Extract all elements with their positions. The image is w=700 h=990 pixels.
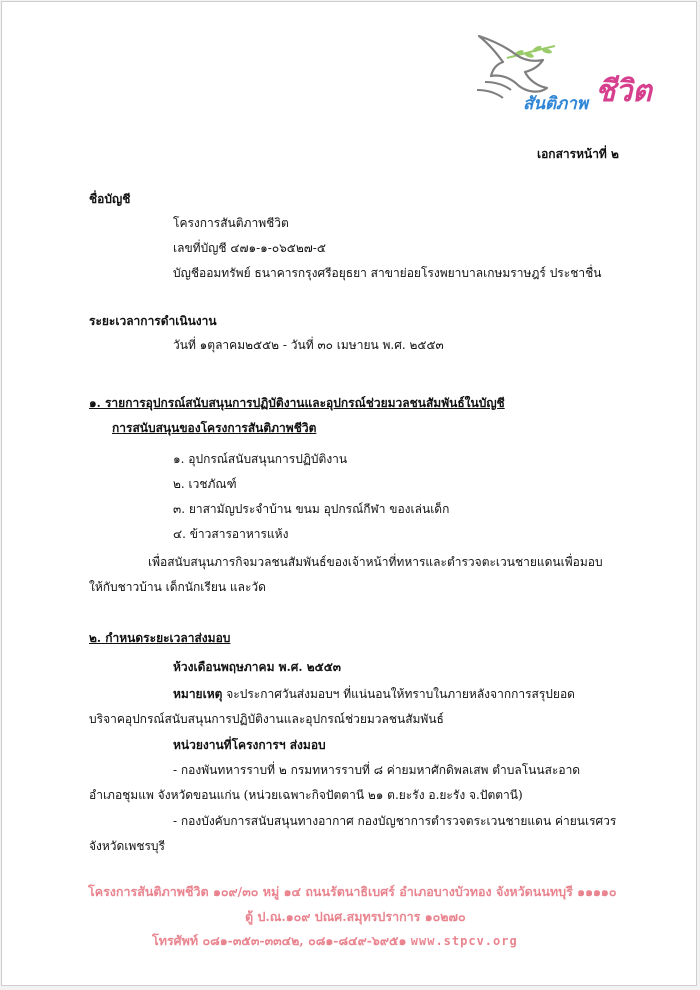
page-label: เอกสารหน้าที่ ๒ [537,147,619,161]
logo-text-2: ชีวิต [595,74,652,109]
footer-address: โครงการสันติภาพชีวิต ๑๐๙/๓๐ หมู่ ๑๔ ถนนรัตนาธิเบศร์ อำเภอบางบัวทอง จังหวัดนนทบุรี ๑๑๑๑๐ [88,884,617,899]
units-heading: หน่วยงานที่โครงการฯ ส่งมอบ [173,738,326,752]
account-line: เลขที่บัญชี ๔๗๑-๑-๐๖๕๒๗-๕ [173,241,326,255]
section1-paragraph: เพื่อสนับสนุนภารกิจมวลชนสัมพันธ์ของเจ้าหน้าที่ทหารและตำรวจตะเวนชายแดนเพื่อมอบ [148,555,603,569]
section1-item: ๒. เวชภัณฑ์ [173,477,237,491]
unit-line-cont: จังหวัดเพชรบุรี [89,839,165,853]
account-line: บัญชีออมทรัพย์ ธนาคารกรุงศรีอยุธยา สาขาย่อยโรงพยาบาลเกษมราษฎร์ ประชาชื่น [173,266,602,280]
section1-item: ๔. ข้าวสารอาหารแห้ง [173,527,289,541]
footer-url-link[interactable]: www.stpcv.org [410,934,518,948]
section1-item: ๑. อุปกรณ์สนับสนุนการปฏิบัติงาน [173,452,348,466]
account-heading: ชื่อบัญชี [89,192,131,206]
section1-heading: ๑. รายการอุปกรณ์สนับสนุนการปฏิบัติงานและอุปกรณ์ช่วยมวลชนสัมพันธ์ในบัญชี [89,396,505,410]
note-label: หมายเหตุ [173,687,223,701]
account-line: โครงการสันติภาพชีวิต [173,216,289,230]
section1-heading-cont: การสนับสนุนของโครงการสันติภาพชีวิต [112,421,317,435]
logo-text-1: สันติภาพ [523,94,588,114]
footer-contact [152,931,518,951]
unit-line: - กองพันทหารราบที่ ๒ กรมทหารราบที่ ๘ ค่ายมหาศักดิพลเสพ ตำบลโนนสะอาด [173,763,581,777]
period-text: วันที่ ๑ตุลาคม๒๕๕๒ - วันที่ ๓๐ เมษายน พ.ศ. ๒๕๕๓ [173,338,444,352]
footer-phones: ๐๘๑-๓๕๓-๓๓๔๒, ๐๘๑-๘๔๙-๖๙๕๑ [202,933,407,948]
period-heading: ระยะเวลาการดำเนินงาน [89,314,217,328]
section2-heading: ๒. กำหนดระยะเวลาส่งมอบ [89,631,231,645]
footer-phone-label: โทรศัพท์ [152,933,199,948]
footer-pobox: ตู้ ป.ณ.๑๐๙ ปณศ.สมุทรปราการ ๑๐๒๗๐ [245,909,466,924]
delivery-period: ห้วงเดือนพฤษภาคม พ.ศ. ๒๕๕๓ [173,660,341,674]
note-line [173,686,575,702]
section1-item: ๓. ยาสามัญประจำบ้าน ขนม อุปกรณ์กีฬา ของเล่นเด็ก [173,502,450,516]
section1-paragraph-cont: ให้กับชาวบ้าน เด็กนักเรียน และวัด [89,580,266,594]
note-text: จะประกาศวันส่งมอบฯ ที่แน่นอนให้ทราบในภายหลังจากการสรุปยอด [222,687,575,701]
document-page [1,1,697,986]
unit-line-cont: อำเภอชุมแพ จังหวัดขอนแก่น (หน่วยเฉพาะกิจปัตตานี ๒๑ ต.ยะรัง อ.ยะรัง จ.ปัตตานี) [89,788,523,802]
note-line-cont: บริจาคอุปกรณ์สนับสนุนการปฏิบัติงานและอุปกรณ์ช่วยมวลชนสัมพันธ์ [89,712,444,726]
logo [467,20,667,118]
unit-line: - กองบังคับการสนับสนุนทางอากาศ กองบัญชาการตำรวจตระเวนชายแดน ค่ายนเรศวร [173,814,617,828]
